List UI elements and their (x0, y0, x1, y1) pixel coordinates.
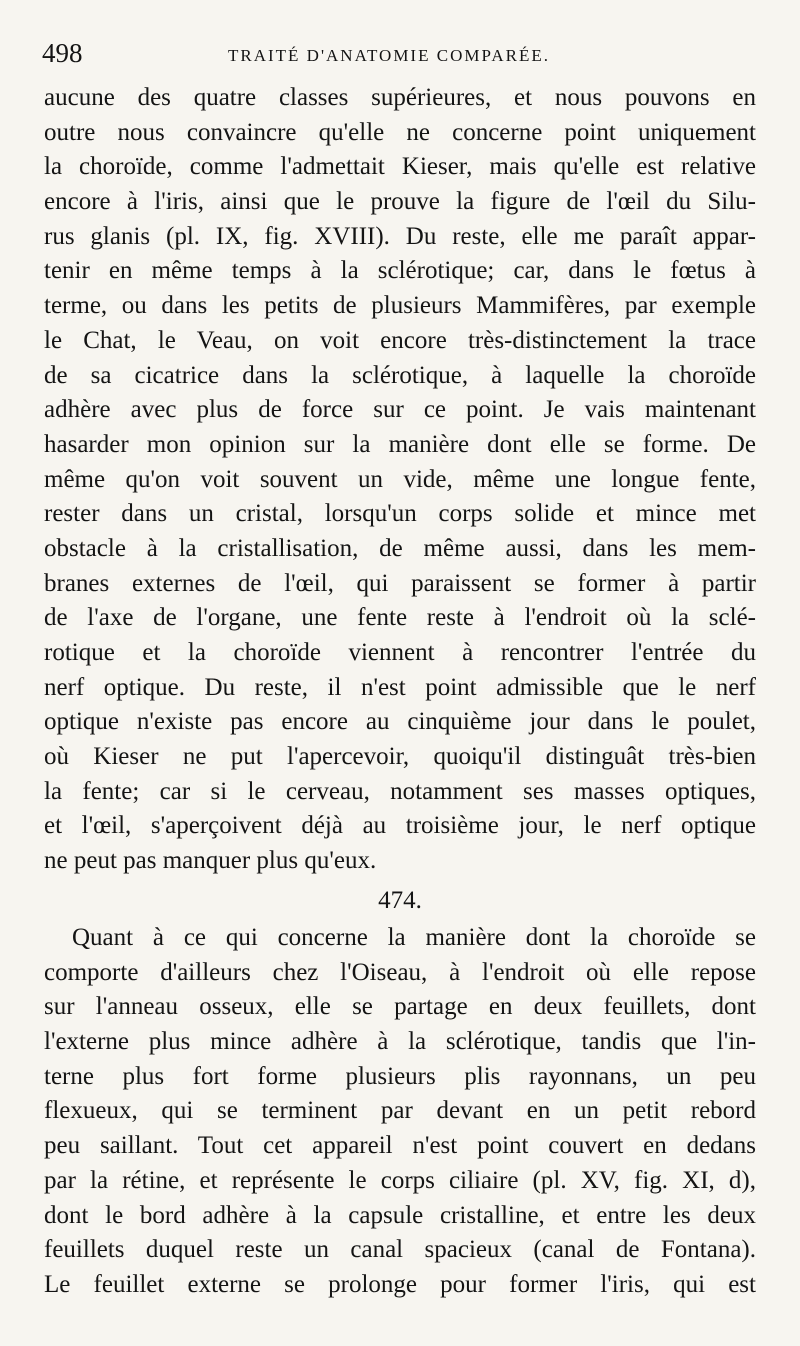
text-line: peu saillant. Tout cet appareil n'est point couvert en dedans (44, 1132, 756, 1160)
text-line: ne peut pas manquer plus qu'eux. (44, 847, 377, 875)
text-line: nerf optique. Du reste, il n'est point admissible que le nerf (44, 673, 756, 701)
text-line: aucune des quatre classes supérieures, et nous pouvons en (44, 84, 756, 111)
text-line: optique n'existe pas encore au cinquième jour dans le poulet, (44, 708, 756, 736)
text-line: terne plus fort forme plusieurs plis rayonnans, un peu (44, 1062, 756, 1090)
text-line: et l'œil, s'aperçoivent déjà au troisième jour, le nerf optique (44, 812, 756, 840)
text-line: Quant à ce qui concerne la manière dont la choroïde se (72, 924, 756, 951)
text-line: de sa cicatrice dans la sclérotique, à laquelle la choroïde (44, 361, 756, 389)
text-line: dont le bord adhère à la capsule cristalline, et entre les deux (44, 1201, 756, 1229)
text-line: sur l'anneau osseux, elle se partage en deux feuillets, dont (44, 993, 756, 1021)
text-line: rester dans un cristal, lorsqu'un corps solide et mince met (44, 500, 756, 528)
text-line: feuillets duquel reste un canal spacieux (canal de Fontana). (44, 1236, 756, 1264)
text-line: de l'axe de l'organe, une fente reste à l'endroit où la sclé- (44, 604, 756, 632)
text-line: adhère avec plus de force sur ce point. Je vais maintenant (44, 396, 756, 424)
section-number: 474. (378, 887, 422, 914)
text-line: par la rétine, et représente le corps ciliaire (pl. XV, fig. XI, d), (44, 1166, 756, 1194)
text-line: hasarder mon opinion sur la manière dont elle se forme. De (44, 430, 756, 458)
text-line: Le feuillet externe se prolonge pour former l'iris, qui est (44, 1270, 756, 1298)
page-header (42, 38, 762, 78)
text-line: même qu'on voit souvent un vide, même une longue fente, (44, 465, 756, 493)
text-line: terme, ou dans les petits de plusieurs Mammifères, par exemple (44, 292, 756, 320)
text-line: comporte d'ailleurs chez l'Oiseau, à l'endroit où elle repose (44, 958, 756, 986)
text-line: la fente; car si le cerveau, notamment ses masses optiques, (44, 777, 756, 805)
page-number: 498 (42, 38, 83, 68)
paragraph-2 (44, 921, 756, 1303)
text-line: flexueux, qui se terminent par devant en un petit rebord (44, 1097, 756, 1125)
text-line: l'externe plus mince adhère à la sclérotique, tandis que l'in- (44, 1028, 756, 1056)
text-line: obstacle à la cristallisation, de même aussi, dans les mem- (44, 534, 756, 562)
text-line: le Chat, le Veau, on voit encore très-distinctement la trace (44, 326, 756, 354)
paragraph-1 (44, 81, 756, 879)
text-line: où Kieser ne put l'apercevoir, quoiqu'il distinguât très-bien (44, 743, 756, 771)
text-line: outre nous convaincre qu'elle ne concerne point uniquement (44, 118, 756, 146)
running-title: TRAITÉ D'ANATOMIE COMPARÉE. (228, 46, 550, 65)
text-line: la choroïde, comme l'admettait Kieser, mais qu'elle est relative (44, 153, 756, 181)
text-line: encore à l'iris, ainsi que le prouve la figure de l'œil du Silu- (44, 188, 756, 216)
text-line: branes externes de l'œil, qui paraissent se former à partir (44, 569, 756, 597)
text-line: rus glanis (pl. IX, fig. XVIII). Du reste, elle me paraît appar- (44, 222, 756, 250)
text-line: tenir en même temps à la sclérotique; car, dans le fœtus à (44, 257, 756, 285)
text-line: rotique et la choroïde viennent à rencontrer l'entrée du (44, 639, 756, 666)
